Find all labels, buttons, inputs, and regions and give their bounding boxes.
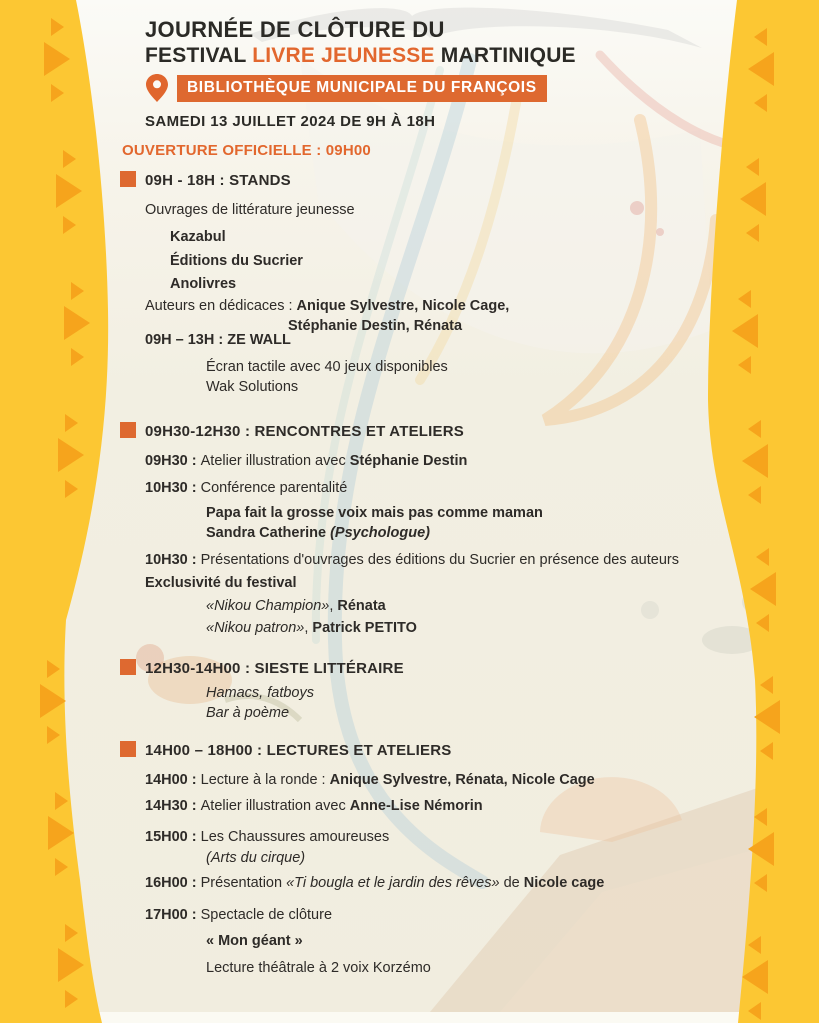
- exclusivite-festival: [120, 573, 734, 593]
- text-run: Wak Solutions: [206, 379, 299, 395]
- text-run: (Arts du cirque): [206, 850, 306, 866]
- ouverture-officielle: [120, 140, 734, 162]
- section-bullet-icon: [120, 659, 136, 675]
- text-run: « Mon géant »: [206, 933, 303, 949]
- text-run: 09H30 :: [145, 453, 201, 469]
- text-run: «Ti bougla et le jardin des rêves»: [286, 875, 500, 891]
- text-run: 09H - 18H : STANDS: [145, 172, 291, 189]
- section-stands: [120, 170, 734, 192]
- text-run: Stéphanie Destin: [349, 453, 468, 469]
- text-run: 14H00 – 18H00 : LECTURES ET ATELIERS: [145, 742, 452, 759]
- text-run: 14H30 :: [145, 798, 201, 814]
- text-run: ,: [304, 620, 313, 636]
- atelier-0930: [120, 451, 734, 471]
- text-run: Patrick PETITO: [312, 620, 417, 636]
- text-run: de: [499, 875, 524, 891]
- program: [120, 140, 734, 978]
- presentation-1600: [120, 873, 734, 893]
- location-badge: BIBLIOTHÈQUE MUNICIPALE DU FRANÇOIS: [177, 75, 547, 102]
- date-line: SAMEDI 13 JUILLET 2024 DE 9H À 18H: [145, 113, 436, 130]
- atelier-1430: [120, 796, 734, 816]
- spectacle-lecture: [120, 958, 734, 978]
- section-sieste: [120, 658, 734, 680]
- text-run: 10H30 :: [145, 552, 201, 568]
- ze-wall-wak: [120, 377, 734, 397]
- text-run: Kazabul: [170, 229, 226, 245]
- stand-anolivres: [120, 274, 734, 294]
- text-run: Spectacle de clôture: [200, 907, 333, 923]
- stands-ouvrages: [120, 200, 734, 220]
- location-row: [146, 74, 745, 102]
- text-run: Bar à poème: [206, 705, 290, 721]
- map-pin-icon: [146, 74, 168, 102]
- text-run: Papa fait la grosse voix mais pas comme maman: [206, 505, 543, 521]
- title-martinique: MARTINIQUE: [434, 44, 576, 67]
- text-run: Ouvrages de littérature jeunesse: [145, 202, 355, 218]
- left-yellow-band: [0, 0, 108, 1023]
- chaussures-1500: [120, 827, 734, 847]
- spectacle-titre: [120, 931, 734, 951]
- text-run: Nicole cage: [523, 875, 605, 891]
- conference-intervenante: [120, 523, 734, 543]
- text-run: 10H30 :: [145, 480, 201, 496]
- text-run: Anique Sylvestre, Nicole Cage,: [296, 298, 510, 314]
- header: [145, 16, 745, 130]
- text-run: Lecture à la ronde :: [200, 772, 330, 788]
- text-run: Stéphanie Destin, Rénata: [288, 318, 463, 334]
- text-run: OUVERTURE OFFICIELLE : 09H00: [122, 142, 371, 159]
- nikou-champion: [120, 596, 734, 616]
- text-run: Atelier illustration avec: [200, 798, 350, 814]
- title-line2: [145, 43, 745, 69]
- section-bullet-icon: [120, 741, 136, 757]
- text-run: (Psychologue): [330, 525, 430, 541]
- text-run: Les Chaussures amoureuses: [200, 829, 390, 845]
- conference-1030: [120, 478, 734, 498]
- text-run: 09H30-12H30 : RENCONTRES ET ATELIERS: [145, 423, 464, 440]
- section-rencontres: [120, 421, 734, 443]
- text-run: Sandra Catherine: [206, 525, 331, 541]
- text-run: Anne-Lise Némorin: [349, 798, 483, 814]
- text-run: Anique Sylvestre, Rénata, Nicole Cage: [329, 772, 595, 788]
- sieste-hamacs: [120, 683, 734, 703]
- stand-editions-du-sucrier: [120, 251, 734, 271]
- text-run: «Nikou patron»: [206, 620, 305, 636]
- text-run: Écran tactile avec 40 jeux disponibles: [206, 359, 448, 375]
- text-run: Conférence parentalité: [200, 480, 348, 496]
- sieste-bar: [120, 703, 734, 723]
- text-run: 17H00 :: [145, 907, 201, 923]
- text-run: Hamacs, fatboys: [206, 685, 314, 701]
- section-lectures: [120, 740, 734, 762]
- text-run: 16H00 :: [145, 875, 201, 891]
- conference-titre: [120, 503, 734, 523]
- auteurs-dedicaces: [120, 296, 734, 316]
- presentations-1030: [120, 550, 734, 570]
- section-bullet-icon: [120, 422, 136, 438]
- chaussures-arts: [120, 848, 734, 868]
- text-run: 09H – 13H : ZE WALL: [145, 332, 291, 348]
- title-livre-jeunesse: LIVRE JEUNESSE: [252, 44, 435, 67]
- lecture-1400: [120, 770, 734, 790]
- section-bullet-icon: [120, 171, 136, 187]
- text-run: Éditions du Sucrier: [170, 253, 303, 269]
- text-run: Présentations d'ouvrages des éditions du Sucrier en présence des auteurs: [200, 552, 679, 568]
- text-run: Atelier illustration avec: [200, 453, 350, 469]
- spectacle-1700: [120, 905, 734, 925]
- ze-wall-ecran: [120, 357, 734, 377]
- text-run: 15H00 :: [145, 829, 201, 845]
- stand-kazabul: [120, 227, 734, 247]
- text-run: ,: [329, 598, 338, 614]
- text-run: Exclusivité du festival: [145, 575, 297, 591]
- text-run: Anolivres: [170, 276, 237, 292]
- text-run: Rénata: [337, 598, 386, 614]
- text-run: 14H00 :: [145, 772, 201, 788]
- text-run: 12H30-14H00 : SIESTE LITTÉRAIRE: [145, 660, 404, 677]
- nikou-patron: [120, 618, 734, 638]
- text-run: Auteurs en dédicaces :: [145, 298, 297, 314]
- text-run: Lecture théâtrale à 2 voix Korzémo: [206, 960, 431, 976]
- text-run: Présentation: [200, 875, 287, 891]
- title-festival: FESTIVAL: [145, 44, 253, 67]
- text-run: «Nikou Champion»: [206, 598, 330, 614]
- title-line1: JOURNÉE DE CLÔTURE DU: [145, 17, 445, 42]
